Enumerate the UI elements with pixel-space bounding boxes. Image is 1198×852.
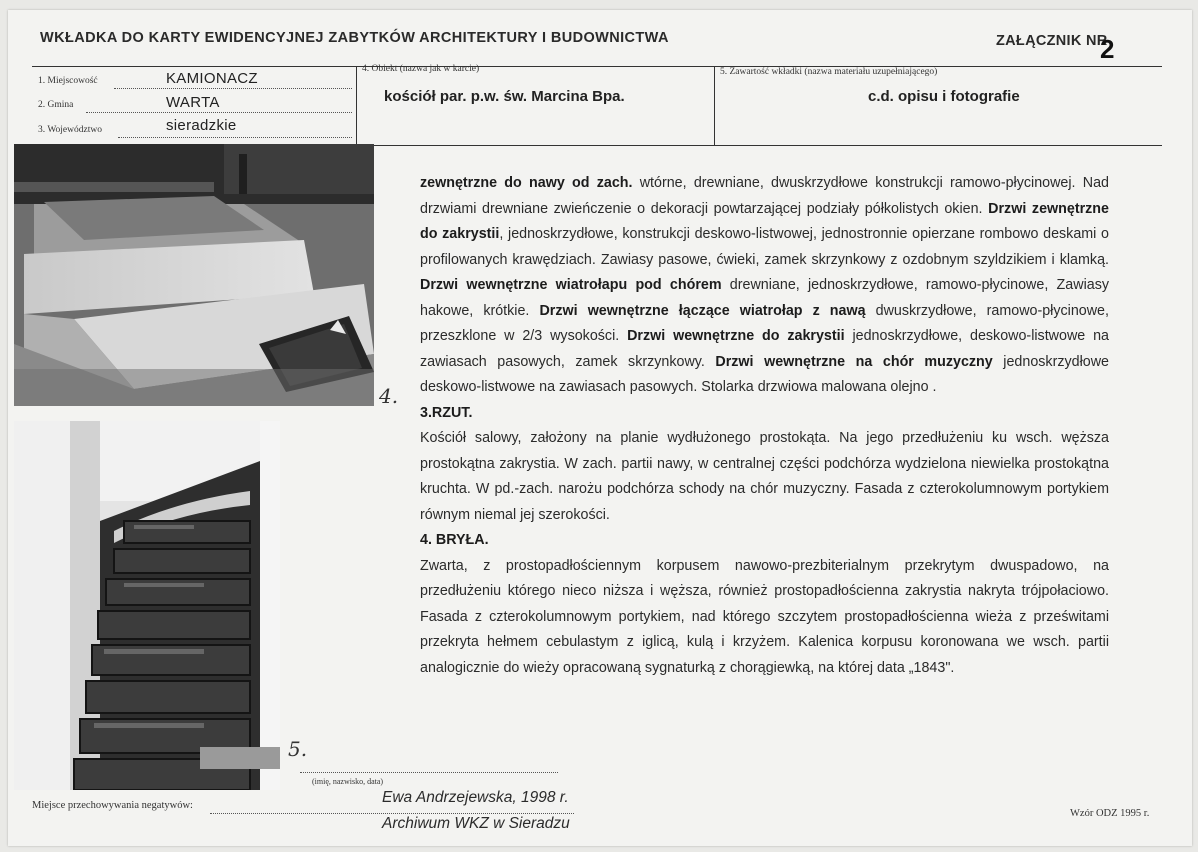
inventory-sheet [8,10,1192,846]
author-credit: Ewa Andrzejewska, 1998 r. [382,789,569,806]
photo-number-5: 5. [288,737,308,761]
door-text: jednoskrzydłowe deskowo-listwowe na zawiasach pasowych. Stolarka drzwiowa malowana olejno . [420,353,1109,395]
header-divider-2 [714,66,715,145]
section-massing-heading: 4. BRYŁA. [420,532,489,548]
object-value: kościół par. p.w. św. Marcina Bpa. [384,88,625,105]
door-heading: Drzwi wewnętrzne wiatrołapu pod chórem [420,277,722,293]
signature-label: (imię, nazwisko, data) [312,777,384,786]
annex-number: 2 [1100,34,1115,64]
province-field-line [118,137,352,138]
door-text: dwuskrzydłowe, ramowo-płycinowe, przeszklone w 2/3 wysokości. [420,302,1109,344]
door-heading: zewnętrzne do nawy od zach. [420,175,633,191]
content-value: c.d. opisu i fotografie [868,88,1020,105]
door-text: wtórne, drewniane, dwuskrzydłowe konstrukcji ramowo-płycinowej. Nad drzwiami drewniane zwieńczenie o dekoracji powtarzającej podziały półkolistych okien. [420,175,1109,217]
place-field-line [114,88,352,89]
template-label: Wzór ODZ 1995 r. [1070,808,1150,819]
section-plan-heading: 3.RZUT. [420,404,473,421]
door-heading: Drzwi wewnętrzne na chór muzyczny [715,353,993,370]
object-label: 4. Obiekt (nazwa jak w karcie) [362,64,480,74]
photo-steps-image [14,144,374,406]
commune-value: WARTA [166,94,220,111]
province-value: sieradzkie [166,117,237,134]
header-top-rule [32,66,1162,67]
archive-credit: Archiwum WKZ w Sieradzu [382,815,570,832]
description-text [420,171,1109,681]
section-plan-text: Kościół salowy, założony na planie wydłużonego prostokąta. Na jego przedłużeniu ku wsch. węższa prostokątna zakrystia. W zach. partii nawy, w centralnej części podchórza wydzielona niewielka prostokątna kruchta. W pd.-zach. narożu podchórza schody na chór muzyczny. Fasada z czterokolumnowym portykiem równym niemal jej szerokości. [420,430,1109,523]
content-label: 5. Zawartość wkładki (nazwa materiału uzupełniającego) [720,67,938,77]
negatives-field-line [210,813,574,814]
form-title: WKŁADKA DO KARTY EWIDENCYJNEJ ZABYTKÓW ARCHITEKTURY I BUDOWNICTWA [40,30,669,46]
province-label: 3. Województwo [38,125,102,135]
door-text: , jednoskrzydłowe, konstrukcji deskowo-listwowej, jednostronnie opierzane rombowo deskami o profilowanych krawędziach. Zawiasy pasowe, ćwieki, zamek skrzynkowy z ozdobnym szyldzikiem i klamką. [420,226,1109,268]
header-divider-1 [356,66,357,145]
door-text: jednoskrzydłowe, deskowo-listwowe na zawiasach pasowych, zamek skrzynkowy. [420,328,1109,370]
section-massing-text: Zwarta, z prostopadłościennym korpusem nawowo-prezbiterialnym przekrytym dwuspadowo, na przedłużeniu którego nieco niższa i węższa, również prostopadłościenna zakrystia nakryta trójpołaciowo. Fasada z czterokolumnowym portykiem, nad którego szczytem prostopadłościenna wieża z prześwitami przekryta hełmem cebulastym z iglicą, kulą i krzyżem. Kalenica korpusu koronowana we wsch. partii analogicznie do wieży opracowaną sygnaturką z chorągiewką, na której data „1843". [420,557,1109,676]
annex-label: ZAŁĄCZNIK NR [996,33,1108,49]
door-heading: Drzwi zewnętrzne do zakrystii [420,200,1109,242]
door-heading: Drzwi wewnętrzne do zakrystii [627,328,845,344]
photo-staircase-image [14,421,280,790]
photo-exterior-steps [14,144,374,406]
signature-line [300,772,558,773]
door-text: drewniane, jednoskrzydłowe, ramowo-płycinowe, Zawiasy hakowe, krótkie. [420,277,1109,319]
photo-number-4: 4. [379,384,399,408]
place-value: KAMIONACZ [166,70,258,87]
commune-field-line [86,112,352,113]
commune-label: 2. Gmina [38,100,74,110]
place-label: 1. Miejscowość [38,76,98,86]
doors-description [420,171,1109,401]
negatives-label: Miejsce przechowywania negatywów: [32,800,193,811]
door-heading: Drzwi wewnętrzne łączące wiatrołap z nawą [539,302,866,319]
photo-interior-staircase [14,421,280,790]
